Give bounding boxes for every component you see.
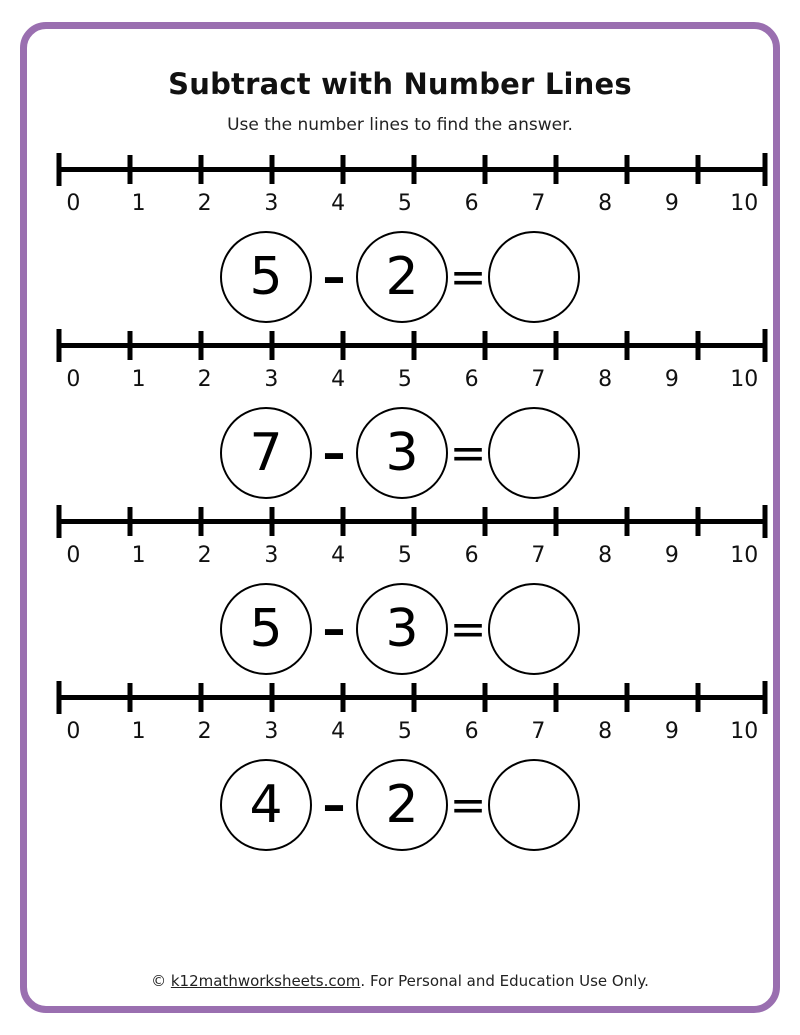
minus-operator: –	[322, 426, 346, 480]
number-line-tick	[696, 155, 701, 184]
number-line-tick	[57, 153, 62, 186]
minuend-circle: 5	[220, 231, 312, 323]
number-line-tick	[412, 683, 417, 712]
number-line-label: 5	[397, 543, 412, 568]
number-line-tick	[554, 155, 559, 184]
number-line-label: 7	[531, 719, 546, 744]
number-line-tick	[199, 507, 204, 536]
number-line-tick	[625, 331, 630, 360]
number-line-label: 9	[664, 719, 679, 744]
number-line-tick	[341, 683, 346, 712]
number-line-label: 5	[397, 191, 412, 216]
number-line-tick	[483, 683, 488, 712]
number-line-tick	[57, 505, 62, 538]
number-line-labels	[57, 719, 767, 749]
number-line-tick	[199, 155, 204, 184]
subtrahend-circle: 2	[356, 231, 448, 323]
page-title: Subtract with Number Lines	[168, 67, 632, 101]
equals-sign: =	[449, 779, 487, 831]
page-subtitle: Use the number lines to find the answer.	[227, 115, 573, 135]
number-line-tick	[483, 155, 488, 184]
number-line-label: 10	[730, 191, 759, 216]
number-line-label: 1	[131, 719, 146, 744]
number-line-label: 10	[730, 543, 759, 568]
number-line-tick	[270, 507, 275, 536]
number-line-label: 7	[531, 191, 546, 216]
subtrahend-circle: 3	[356, 407, 448, 499]
number-line-tick	[554, 507, 559, 536]
number-line-label: 0	[66, 191, 81, 216]
number-line-tick	[554, 683, 559, 712]
number-line-tick	[762, 505, 767, 538]
equation	[57, 583, 743, 675]
number-line-labels	[57, 191, 767, 221]
number-line-tick	[57, 681, 62, 714]
number-line-tick	[412, 331, 417, 360]
minuend-circle: 4	[220, 759, 312, 851]
number-line-label: 6	[464, 191, 479, 216]
number-line-label: 1	[131, 367, 146, 392]
equals-sign: =	[449, 251, 487, 303]
minus-operator: –	[322, 602, 346, 656]
number-line-label: 7	[531, 543, 546, 568]
number-line-label: 9	[664, 543, 679, 568]
equals-sign: =	[449, 427, 487, 479]
number-line-tick	[554, 331, 559, 360]
number-line-tick	[483, 331, 488, 360]
number-line-tick	[270, 155, 275, 184]
number-line-tick	[762, 153, 767, 186]
problem-list	[57, 135, 759, 970]
problem-row	[57, 505, 759, 675]
number-line	[57, 153, 767, 189]
number-line-tick	[696, 507, 701, 536]
number-line-tick	[128, 155, 133, 184]
number-line-label: 3	[264, 543, 279, 568]
number-line-tick	[625, 683, 630, 712]
number-line-label: 3	[264, 367, 279, 392]
number-line-label: 1	[131, 543, 146, 568]
number-line-tick	[412, 507, 417, 536]
number-line-tick	[199, 683, 204, 712]
number-line-label: 0	[66, 367, 81, 392]
number-line	[57, 505, 767, 541]
number-line-label: 0	[66, 719, 81, 744]
number-line-tick	[128, 683, 133, 712]
minuend-circle: 7	[220, 407, 312, 499]
number-line-label: 3	[264, 719, 279, 744]
number-line-label: 0	[66, 543, 81, 568]
number-line-label: 3	[264, 191, 279, 216]
answer-circle[interactable]	[488, 759, 580, 851]
worksheet-border-frame	[20, 22, 780, 1013]
problem-row	[57, 681, 759, 851]
number-line-tick	[341, 507, 346, 536]
number-line-label: 8	[598, 719, 613, 744]
answer-circle[interactable]	[488, 407, 580, 499]
equals-sign: =	[449, 603, 487, 655]
number-line-label: 7	[531, 367, 546, 392]
number-line-label: 4	[331, 191, 346, 216]
footer-credit	[57, 970, 743, 996]
subtrahend-circle: 2	[356, 759, 448, 851]
number-line-label: 2	[197, 543, 212, 568]
number-line-label: 8	[598, 367, 613, 392]
subtrahend-circle: 3	[356, 583, 448, 675]
number-line-tick	[483, 507, 488, 536]
minus-operator: –	[322, 778, 346, 832]
number-line-tick	[341, 331, 346, 360]
number-line-label: 4	[331, 367, 346, 392]
equation	[57, 231, 743, 323]
number-line-labels	[57, 367, 767, 397]
problem-row	[57, 329, 759, 499]
number-line-label: 9	[664, 191, 679, 216]
number-line	[57, 329, 767, 365]
number-line-tick	[341, 155, 346, 184]
copyright-symbol: ©	[151, 972, 171, 990]
number-line-tick	[696, 683, 701, 712]
number-line-labels	[57, 543, 767, 573]
number-line-label: 5	[397, 719, 412, 744]
source-site-link[interactable]: k12mathworksheets.com	[170, 972, 361, 990]
minuend-circle: 5	[220, 583, 312, 675]
number-line-label: 2	[197, 719, 212, 744]
number-line-tick	[199, 331, 204, 360]
answer-circle[interactable]	[488, 583, 580, 675]
number-line-tick	[128, 507, 133, 536]
usage-rights-text: . For Personal and Education Use Only.	[360, 972, 649, 990]
number-line-tick	[412, 155, 417, 184]
number-line-tick	[625, 155, 630, 184]
number-line-label: 6	[464, 719, 479, 744]
number-line-label: 1	[131, 191, 146, 216]
equation	[57, 759, 743, 851]
number-line-label: 6	[464, 367, 479, 392]
number-line-tick	[762, 681, 767, 714]
number-line-label: 9	[664, 367, 679, 392]
number-line-label: 2	[197, 191, 212, 216]
number-line-label: 10	[730, 367, 759, 392]
number-line	[57, 681, 767, 717]
number-line-tick	[762, 329, 767, 362]
number-line-label: 10	[730, 719, 759, 744]
number-line-tick	[270, 331, 275, 360]
number-line-label: 6	[464, 543, 479, 568]
minus-operator: –	[322, 250, 346, 304]
answer-circle[interactable]	[488, 231, 580, 323]
problem-row	[57, 153, 759, 323]
number-line-label: 4	[331, 719, 346, 744]
equation	[57, 407, 743, 499]
number-line-tick	[128, 331, 133, 360]
number-line-label: 2	[197, 367, 212, 392]
number-line-tick	[696, 331, 701, 360]
number-line-tick	[625, 507, 630, 536]
number-line-label: 4	[331, 543, 346, 568]
number-line-label: 5	[397, 367, 412, 392]
number-line-label: 8	[598, 191, 613, 216]
number-line-tick	[270, 683, 275, 712]
number-line-tick	[57, 329, 62, 362]
number-line-label: 8	[598, 543, 613, 568]
